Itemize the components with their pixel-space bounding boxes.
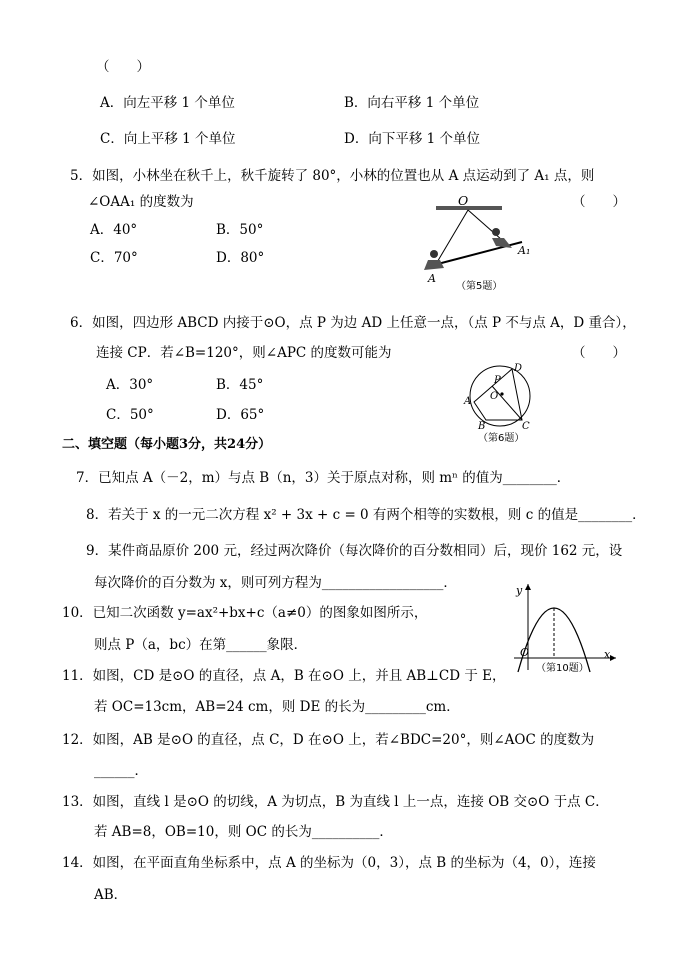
fig5-label-a: A: [428, 272, 436, 285]
question-12-text-cont: ______．: [94, 763, 148, 779]
option-c-q6: C．50°: [106, 407, 154, 423]
fig5-label-a1: A₁: [518, 244, 531, 257]
answer-bracket-q5: （ ）: [572, 194, 626, 210]
option-d-q6: D．65°: [216, 407, 265, 423]
option-b-q4: B．向右平移 1 个单位: [344, 95, 480, 111]
question-13-text: 13．如图，直线 l 是⊙O 的切线，A 为切点，B 为直线 l 上一点，连接 OB 交⊙O 于点 C．: [62, 794, 609, 810]
fig6-label-d: D: [514, 363, 523, 374]
fig5-label-o: O: [458, 193, 469, 208]
question-9-text-cont: 每次降价的百分数为 x，则可列方程为__________________．: [94, 575, 457, 591]
question-7-text: 7．已知点 A（－2，m）与点 B（n，3）关于原点对称，则 mⁿ 的值为________．: [76, 470, 571, 486]
fig10-label-o: O: [520, 646, 530, 659]
option-c-q4: C．向上平移 1 个单位: [100, 131, 236, 147]
question-11-text: 11．如图，CD 是⊙O 的直径，点 A，B 在⊙O 上，并且 AB⊥CD 于 E，: [62, 668, 506, 684]
section-2-heading: 二、填空题（每小题3分，共24分）: [62, 437, 272, 452]
fig6-label-p: P: [494, 375, 501, 386]
answer-bracket-q4: （ ）: [96, 59, 150, 75]
figure-5-swing: [410, 194, 540, 294]
question-12-text: 12．如图，AB 是⊙O 的直径，点 C，D 在⊙O 上，若∠BDC=20°，则∠AOC 的度数为: [62, 732, 595, 748]
question-13-text-cont: 若 AB=8，OB=10，则 OC 的长为__________．: [94, 824, 393, 840]
option-b-q5: B．50°: [216, 222, 264, 238]
figure-6-caption: （第6题）: [478, 433, 525, 444]
fig10-label-x: x: [604, 648, 611, 661]
question-5-text: 5．如图，小林坐在秋千上，秋千旋转了 80°，小林的位置也从 A 点运动到了 A₁ 点，则: [70, 168, 595, 184]
fig6-label-a: A: [464, 396, 472, 407]
question-5-text-cont: ∠OAA₁ 的度数为: [88, 194, 194, 210]
option-a-q6: A．30°: [106, 377, 154, 393]
answer-bracket-q6: （ ）: [572, 345, 626, 361]
question-8-text: 8．若关于 x 的一元二次方程 x² + 3x + c = 0 有两个相等的实数根，则 c 的值是________．: [86, 507, 646, 523]
question-6-text: 6．如图，四边形 ABCD 内接于⊙O，点 P 为边 AD 上任意一点，（点 P 不与点 A，D 重合），: [70, 315, 636, 331]
question-10-text-cont: 则点 P（a，bc）在第______象限．: [94, 637, 308, 653]
figure-5-caption: （第5题）: [456, 281, 503, 292]
option-a-q4: A．向左平移 1 个单位: [100, 95, 235, 111]
option-d-q5: D．80°: [216, 250, 265, 266]
question-10-text: 10．已知二次函数 y=ax²+bx+c（a≠0）的图象如图所示，: [62, 605, 428, 621]
figure-6-circle: [462, 362, 540, 446]
option-a-q5: A．40°: [90, 222, 138, 238]
fig10-label-y: y: [516, 584, 523, 597]
fig6-label-o: O: [490, 391, 499, 402]
question-6-text-cont: 连接 CP．若∠B=120°，则∠APC 的度数可能为: [96, 345, 392, 361]
figure-10-caption: （第10题）: [536, 663, 589, 674]
question-14-text-cont: AB．: [94, 887, 128, 903]
figure-10-parabola: [508, 580, 620, 676]
fig6-label-b: B: [478, 421, 486, 432]
option-c-q5: C．70°: [90, 250, 138, 266]
fig6-label-c: C: [522, 421, 530, 432]
question-14-text: 14．如图，在平面直角坐标系中，点 A 的坐标为（0，3），点 B 的坐标为（4，0），连接: [62, 855, 596, 871]
option-b-q6: B．45°: [216, 377, 264, 393]
option-d-q4: D．向下平移 1 个单位: [344, 131, 480, 147]
question-11-text-cont: 若 OC=13cm，AB=24 cm，则 DE 的长为_________cm．: [94, 699, 460, 715]
question-9-text: 9．某件商品原价 200 元，经过两次降价（每次降价的百分数相同）后，现价 162 元，设: [86, 543, 623, 559]
